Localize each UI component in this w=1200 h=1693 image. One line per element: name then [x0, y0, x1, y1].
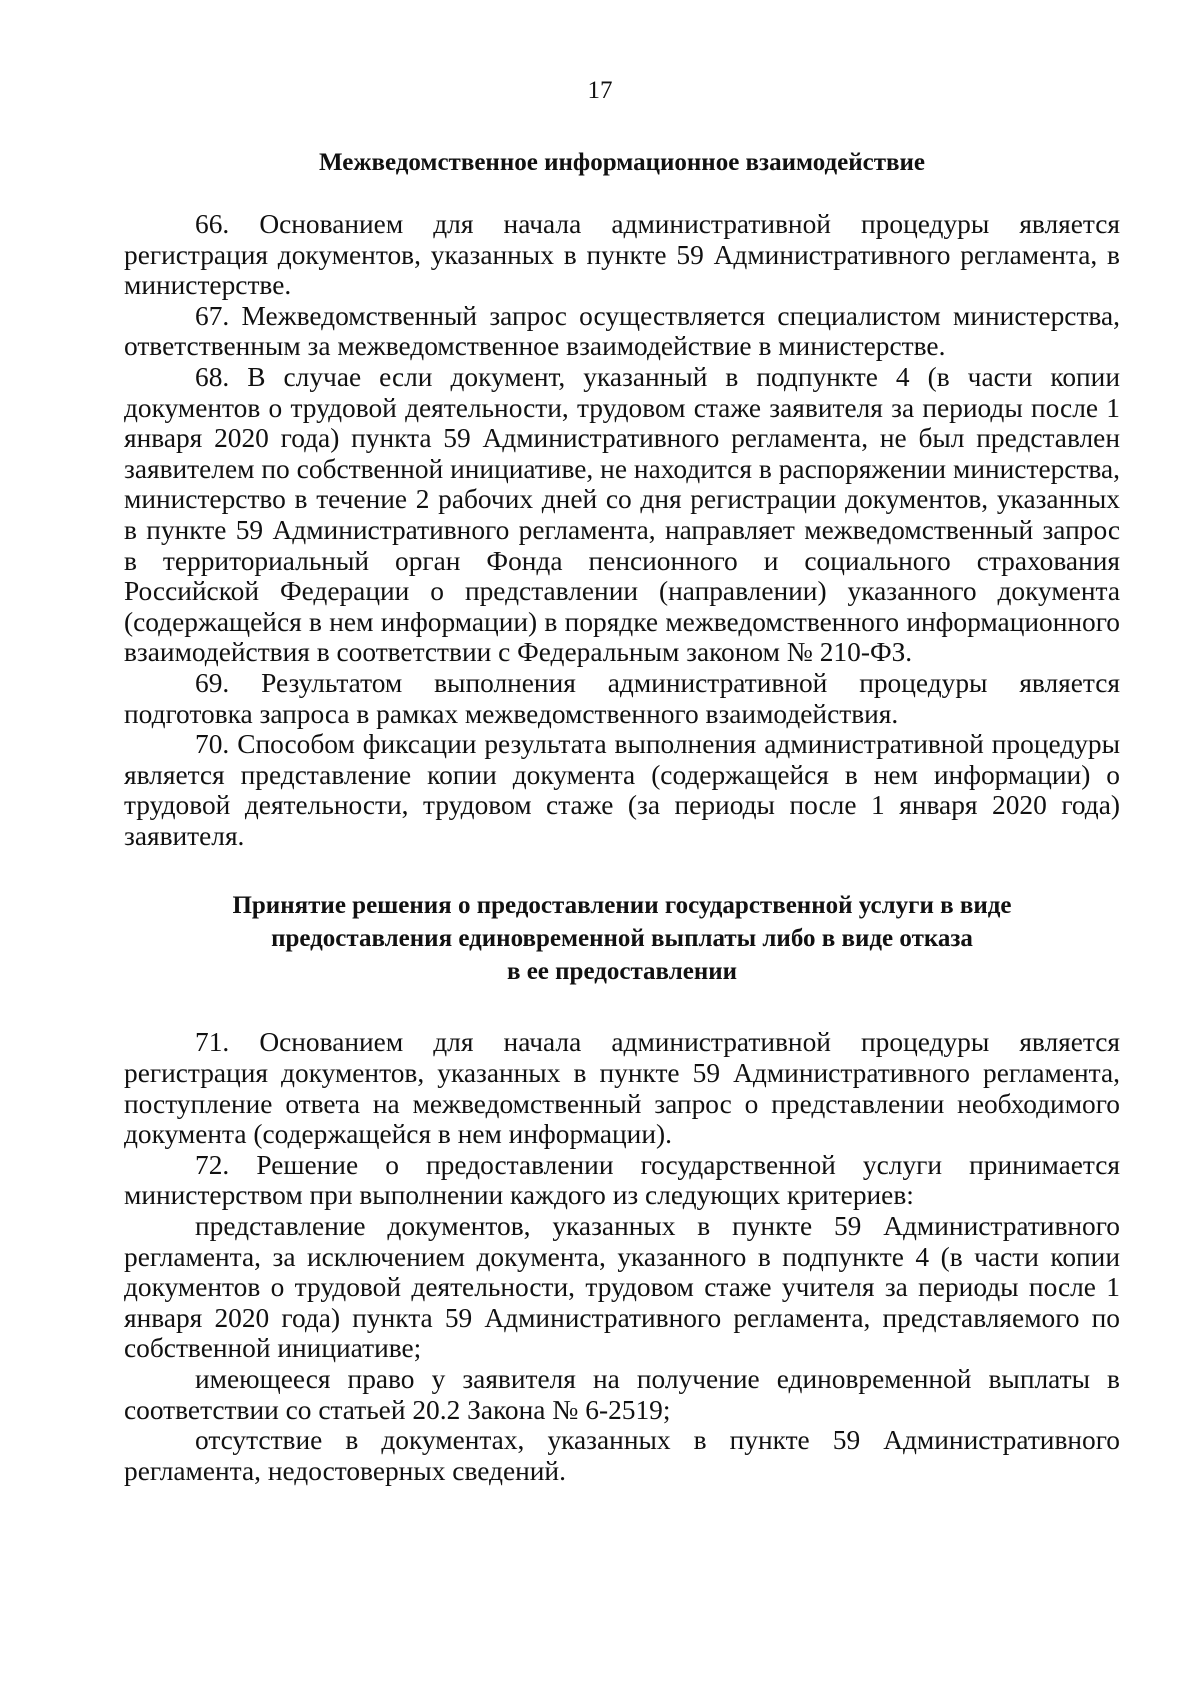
section-heading-decision	[124, 889, 1120, 988]
paragraph-69: 69. Результатом выполнения административной процедуры является подготовка запроса в рамках межведомственного взаимодействия.	[124, 667, 1120, 729]
page-number: 17	[587, 77, 613, 104]
criterion-no-false-info: отсутствие в документах, указанных в пункте 59 Административного регламента, недостоверных сведений.	[124, 1425, 1120, 1486]
paragraph-71: 71. Основанием для начала административной процедуры является регистрация документов, указанных в пункте 59 Административного регламента, поступление ответа на межведомственный запрос о представлении необходимого документа (содержащейся в нем информации).	[124, 1027, 1120, 1150]
criterion-documents: представление документов, указанных в пункте 59 Административного регламента, за исключением документа, указанного в подпункте 4 (в части копии документов о трудовой деятельности, трудовом стаже учителя за периоды после 1 января 2020 года) пункта 59 Административного регламента, представляемого по собственной инициативе;	[124, 1211, 1120, 1364]
paragraph-66: 66. Основанием для начала административной процедуры является регистрация документов, указанных в пункте 59 Административного регламента, в министерстве.	[124, 209, 1120, 301]
paragraph-68: 68. В случае если документ, указанный в подпункте 4 (в части копии документов о трудовой деятельности, трудовом стаже заявителя за периоды после 1 января 2020 года) пункта 59 Административного регламента, не был представлен заявителем по собственной инициативе, не находится в распоряжении министерства, министерство в течение 2 рабочих дней со дня регистрации документов, указанных в пункте 59 Административного регламента, направляет межведомственный запрос в территориальный орган Фонда пенсионного и социального страхования Российской Федерации о представлении (направлении) указанного документа (содержащейся в нем информации) в порядке межведомственного информационного взаимодействия в соответствии с Федеральным законом № 210-ФЗ.	[124, 361, 1120, 668]
criterion-right: имеющееся право у заявителя на получение единовременной выплаты в соответствии со статьей 20.2 Закона № 6-2519;	[124, 1364, 1120, 1425]
section-heading-decision-line-2: предоставления единовременной выплаты либо в виде отказа	[271, 925, 973, 953]
paragraph-70: 70. Способом фиксации результата выполнения административной процедуры является представление копии документа (содержащейся в нем информации) о трудовой деятельности, трудовом стаже (за периоды после 1 января 2020 года) заявителя.	[124, 729, 1120, 851]
paragraph-72: 72. Решение о предоставлении государственной услуги принимается министерством при выполнении каждого из следующих критериев:	[124, 1149, 1120, 1211]
section-heading-decision-line-3: в ее предоставлении	[506, 958, 738, 986]
section-heading-interagency: Межведомственное информационное взаимодействие	[319, 149, 925, 176]
document-body	[124, 146, 1120, 1486]
paragraph-67: 67. Межведомственный запрос осуществляется специалистом министерства, ответственным за межведомственное взаимодействие в министерстве.	[124, 300, 1120, 362]
section-heading-decision-line-1: Принятие решения о предоставлении государственной услуги в виде	[232, 892, 1012, 920]
